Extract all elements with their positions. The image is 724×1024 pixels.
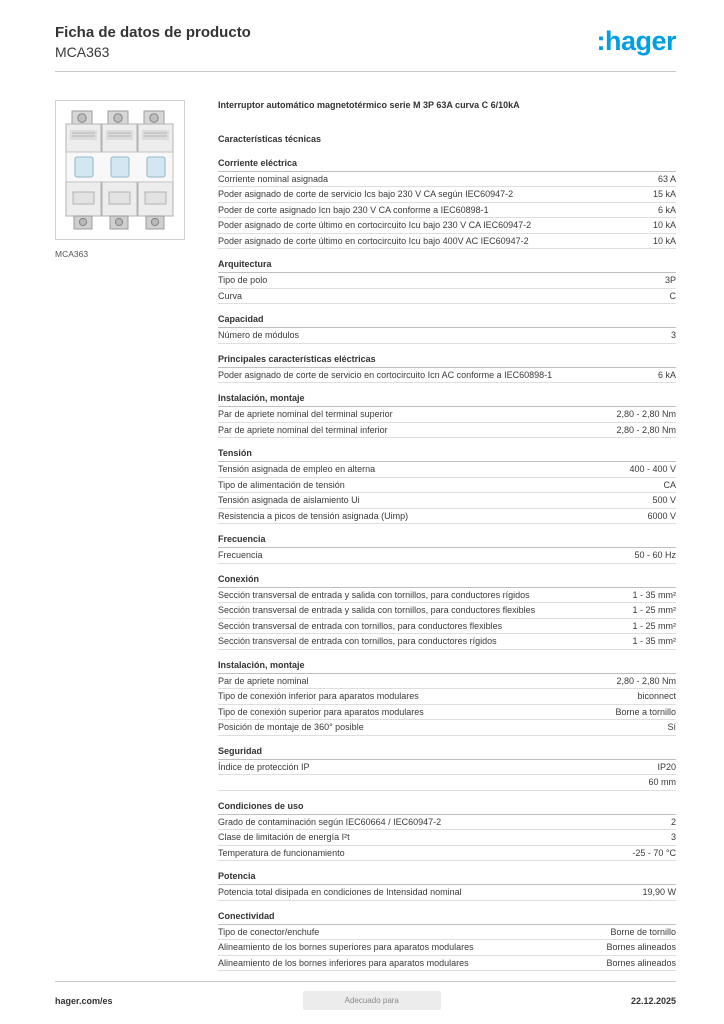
spec-row	[218, 172, 676, 188]
spec-section-title: Principales características eléctricas	[218, 352, 676, 368]
spec-row-label: Alineamiento de los bornes inferiores para aparatos modulares	[218, 957, 469, 968]
spec-section-title: Frecuencia	[218, 532, 676, 548]
spec-row-label: Sección transversal de entrada y salida con tornillos, para conductores rígidos	[218, 589, 530, 600]
spec-section-title: Tensión	[218, 446, 676, 462]
spec-row-value: 60 mm	[648, 777, 676, 788]
spec-row	[218, 203, 676, 219]
footer-suitable-label: Adecuado para	[303, 991, 441, 1010]
spec-row-value: 15 kA	[652, 189, 676, 200]
spec-row-label: Sección transversal de entrada con tornillos, para conductores flexibles	[218, 620, 503, 631]
spec-row-value: Borne a tornillo	[615, 706, 676, 717]
spec-row	[218, 368, 676, 384]
spec-row-value: 10 kA	[652, 235, 676, 246]
spec-row-label: Clase de limitación de energía I²t	[218, 832, 350, 843]
spec-row-value: Bornes alineados	[606, 957, 676, 968]
spec-row-value: 10 kA	[652, 220, 676, 231]
spec-row	[218, 674, 676, 690]
spec-row	[218, 289, 676, 305]
spec-row	[218, 493, 676, 509]
spec-row-value: 6000 V	[647, 510, 676, 521]
circuit-breaker-illustration	[64, 108, 176, 232]
product-image-column	[55, 100, 185, 979]
spec-row	[218, 775, 676, 791]
spec-section	[218, 312, 676, 344]
spec-row	[218, 407, 676, 423]
spec-row	[218, 187, 676, 203]
spec-row-value: Borne de tornillo	[610, 926, 676, 937]
spec-row-label: Alineamiento de los bornes superiores para aparatos modulares	[218, 942, 474, 953]
spec-row	[218, 846, 676, 862]
spec-row-value: 2,80 - 2,80 Nm	[616, 409, 676, 420]
spec-row-label: Potencia total disipada en condiciones de Intensidad nominal	[218, 887, 462, 898]
spec-row-value: IP20	[657, 761, 676, 772]
spec-row	[218, 273, 676, 289]
spec-row-label: Tipo de conector/enchufe	[218, 926, 320, 937]
spec-section	[218, 909, 676, 972]
spec-section-title: Conexión	[218, 572, 676, 588]
spec-row	[218, 925, 676, 941]
spec-section-title: Instalación, montaje	[218, 658, 676, 674]
spec-section	[218, 572, 676, 650]
product-name: Interruptor automático magnetotérmico serie M 3P 63A curva C 6/10kA	[218, 100, 520, 110]
spec-row-label: Poder asignado de corte último en cortocircuito Icu bajo 230 V CA IEC60947-2	[218, 220, 532, 231]
spec-section-title: Instalación, montaje	[218, 391, 676, 407]
spec-row	[218, 509, 676, 525]
spec-row	[218, 328, 676, 344]
spec-row-label: Poder de corte asignado Icn bajo 230 V CA conforme a IEC60898-1	[218, 204, 489, 215]
spec-section-title: Conectividad	[218, 909, 676, 925]
spec-section-title: Capacidad	[218, 312, 676, 328]
spec-row-label: Temperatura de funcionamiento	[218, 847, 345, 858]
spec-row-value: 3	[670, 832, 676, 843]
spec-row-label: Par de apriete nominal	[218, 675, 309, 686]
spec-row	[218, 634, 676, 650]
spec-row-value: biconnect	[637, 691, 676, 702]
spec-section-title: Seguridad	[218, 744, 676, 760]
spec-section	[218, 658, 676, 736]
spec-row	[218, 720, 676, 736]
main-content	[55, 100, 676, 979]
spec-row-label: Índice de protección IP	[218, 761, 310, 772]
spec-row-label: Curva	[218, 290, 243, 301]
spec-row-value: -25 - 70 °C	[632, 847, 676, 858]
spec-row-value: 400 - 400 V	[629, 464, 676, 475]
spec-row-label: Par de apriete nominal del terminal inferior	[218, 424, 388, 435]
spec-section	[218, 257, 676, 304]
spec-row-value: 2	[670, 816, 676, 827]
spec-row-label: Tipo de conexión superior para aparatos modulares	[218, 706, 424, 717]
spec-section	[218, 869, 676, 901]
spec-row-label: Tipo de polo	[218, 275, 268, 286]
page-footer	[55, 981, 676, 1010]
specs-column	[218, 100, 676, 979]
spec-row	[218, 885, 676, 901]
spec-row-label: Corriente nominal asignada	[218, 173, 329, 184]
footer-website-link[interactable]: hager.com/es	[55, 995, 113, 1006]
spec-section	[218, 352, 676, 384]
spec-sections	[218, 156, 676, 972]
spec-row-label: Tensión asignada de aislamiento Ui	[218, 495, 360, 506]
spec-row	[218, 940, 676, 956]
spec-section-title: Condiciones de uso	[218, 799, 676, 815]
spec-row-label: Tensión asignada de empleo en alterna	[218, 464, 376, 475]
spec-row	[218, 234, 676, 250]
spec-row-value: 6 kA	[657, 204, 676, 215]
spec-row-value: 1 - 35 mm²	[632, 589, 676, 600]
spec-row-value: 1 - 35 mm²	[632, 636, 676, 647]
spec-row	[218, 478, 676, 494]
spec-row	[218, 830, 676, 846]
spec-row-value: 63 A	[657, 173, 676, 184]
spec-row-label: Poder asignado de corte último en cortocircuito Icu bajo 400V AC IEC60947-2	[218, 235, 529, 246]
spec-section	[218, 446, 676, 524]
footer-content	[55, 991, 676, 1010]
spec-row-label: Tipo de conexión inferior para aparatos modulares	[218, 691, 419, 702]
footer-date: 22.12.2025	[630, 995, 676, 1006]
spec-row-label: Grado de contaminación según IEC60664 / IEC60947-2	[218, 816, 442, 827]
spec-row-value: C	[669, 290, 676, 301]
spec-row	[218, 689, 676, 705]
spec-row-label: Posición de montaje de 360° posible	[218, 722, 364, 733]
spec-section-title: Potencia	[218, 869, 676, 885]
spec-row-value: Bornes alineados	[606, 942, 676, 953]
product-code: MCA363	[55, 44, 110, 60]
spec-row	[218, 548, 676, 564]
spec-row-label: Tipo de alimentación de tensión	[218, 479, 345, 490]
spec-row-value: 3P	[664, 275, 676, 286]
spec-section	[218, 532, 676, 564]
page-title: Ficha de datos de producto	[55, 24, 251, 41]
spec-row-value: 50 - 60 Hz	[634, 550, 676, 561]
spec-section	[218, 744, 676, 791]
spec-row-label: Sección transversal de entrada y salida con tornillos, para conductores flexibles	[218, 605, 536, 616]
spec-row	[218, 588, 676, 604]
spec-row-value: 2,80 - 2,80 Nm	[616, 675, 676, 686]
spec-row-label: Par de apriete nominal del terminal superior	[218, 409, 393, 420]
spec-row	[218, 218, 676, 234]
header-titles	[55, 24, 251, 60]
tech-characteristics-title: Características técnicas	[218, 133, 322, 144]
spec-row-value: 2,80 - 2,80 Nm	[616, 424, 676, 435]
spec-row-label: Sección transversal de entrada con tornillos, para conductores rígidos	[218, 636, 497, 647]
spec-row-value: 6 kA	[657, 369, 676, 380]
spec-row-value: CA	[663, 479, 676, 490]
footer-divider	[55, 981, 676, 982]
spec-section-title: Arquitectura	[218, 257, 676, 273]
spec-row-label: Frecuencia	[218, 550, 263, 561]
spec-row	[218, 956, 676, 972]
spec-row-label: Número de módulos	[218, 330, 300, 341]
spec-row-value: Sí	[667, 722, 676, 733]
spec-section	[218, 799, 676, 862]
spec-row-label: Resistencia a picos de tensión asignada (Uimp)	[218, 510, 409, 521]
spec-row	[218, 462, 676, 478]
spec-row	[218, 619, 676, 635]
spec-row	[218, 705, 676, 721]
spec-section	[218, 156, 676, 250]
header-divider	[55, 71, 676, 72]
spec-row-value: 1 - 25 mm²	[632, 620, 676, 631]
spec-section	[218, 391, 676, 438]
spec-row	[218, 815, 676, 831]
spec-row-value: 19,90 W	[642, 887, 676, 898]
product-image	[55, 100, 185, 240]
page-header	[55, 24, 676, 60]
spec-row-value: 1 - 25 mm²	[632, 605, 676, 616]
spec-row	[218, 423, 676, 439]
hager-logo: :hager	[596, 26, 676, 56]
spec-row-value: 500 V	[652, 495, 676, 506]
product-image-caption: MCA363	[55, 249, 89, 259]
spec-row	[218, 603, 676, 619]
spec-row-label: Poder asignado de corte de servicio en cortocircuito Icn AC conforme a IEC60898-1	[218, 369, 553, 380]
spec-row-label: Poder asignado de corte de servicio Ics bajo 230 V CA según IEC60947-2	[218, 189, 514, 200]
spec-section-title: Corriente eléctrica	[218, 156, 676, 172]
spec-row-value: 3	[670, 330, 676, 341]
spec-row	[218, 760, 676, 776]
